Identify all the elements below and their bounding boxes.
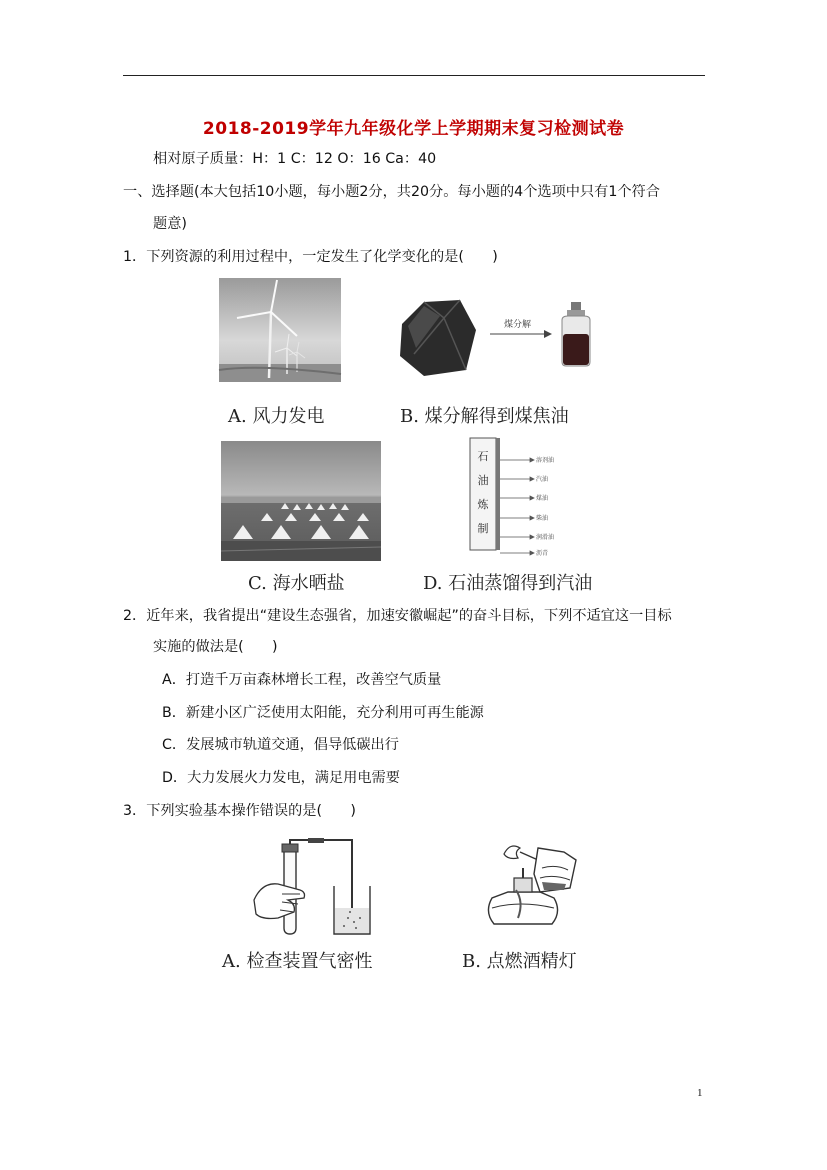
q1-caption-b: B. 煤分解得到煤焦油 [400,406,569,427]
q3-caption-a: A. 检查装置气密性 [222,951,373,972]
page-title: 2018-2019学年九年级化学上学期期末复习检测试卷 [202,119,625,139]
q1-caption-a: A. 风力发电 [228,406,325,427]
question-1-stem: 1．下列资源的利用过程中，一定发生了化学变化的是( ) [123,249,498,265]
coal-decomposition-figure [394,294,604,384]
petroleum-refining-diagram [468,436,578,556]
product-1: 溶剂油 [536,457,555,464]
sea-salt-photo [221,441,381,561]
column-char-3: 炼 [477,498,489,511]
product-3: 煤油 [536,495,549,502]
page-number: 1 [697,1087,703,1099]
header-rule [123,75,705,76]
arrow-label: 煤分解 [504,320,532,330]
column-char-4: 制 [477,522,489,535]
column-char-2: 油 [477,474,489,487]
q2-option-c: C．发展城市轨道交通，倡导低碳出行 [162,737,399,753]
atomic-masses: 相对原子质量：H：1 C：12 O：16 Ca：40 [153,151,437,167]
section-heading-line2: 题意) [153,216,187,232]
alcohol-lamp-figure [480,838,588,938]
product-4: 柴油 [536,515,549,522]
product-6: 沥青 [536,550,549,557]
wind-turbine-photo [219,278,341,382]
q2-option-d: D．大力发展火力发电，满足用电需要 [162,770,400,786]
question-3-stem: 3．下列实验基本操作错误的是( ) [123,803,356,819]
column-char-1: 石 [477,450,489,463]
product-5: 润滑油 [536,534,555,541]
q1-caption-d: D. 石油蒸馏得到汽油 [423,573,593,594]
product-2: 汽油 [536,476,549,483]
q3-caption-b: B. 点燃酒精灯 [462,951,577,972]
airtightness-check-figure [248,842,382,938]
section-heading-line1: 一、选择题(本大包括10小题，每小题2分，共20分。每小题的4个选项中只有1个符合 [123,184,660,200]
q2-option-b: B．新建小区广泛使用太阳能，充分利用可再生能源 [162,705,484,721]
q2-option-a: A．打造千万亩森林增长工程，改善空气质量 [162,672,442,688]
q1-caption-c: C. 海水晒盐 [248,573,345,594]
question-2-stem-line1: 2．近年来，我省提出“建设生态强省，加速安徽崛起”的奋斗目标，下列不适宜这一目标 [123,608,672,624]
question-2-stem-line2: 实施的做法是( ) [153,639,278,655]
